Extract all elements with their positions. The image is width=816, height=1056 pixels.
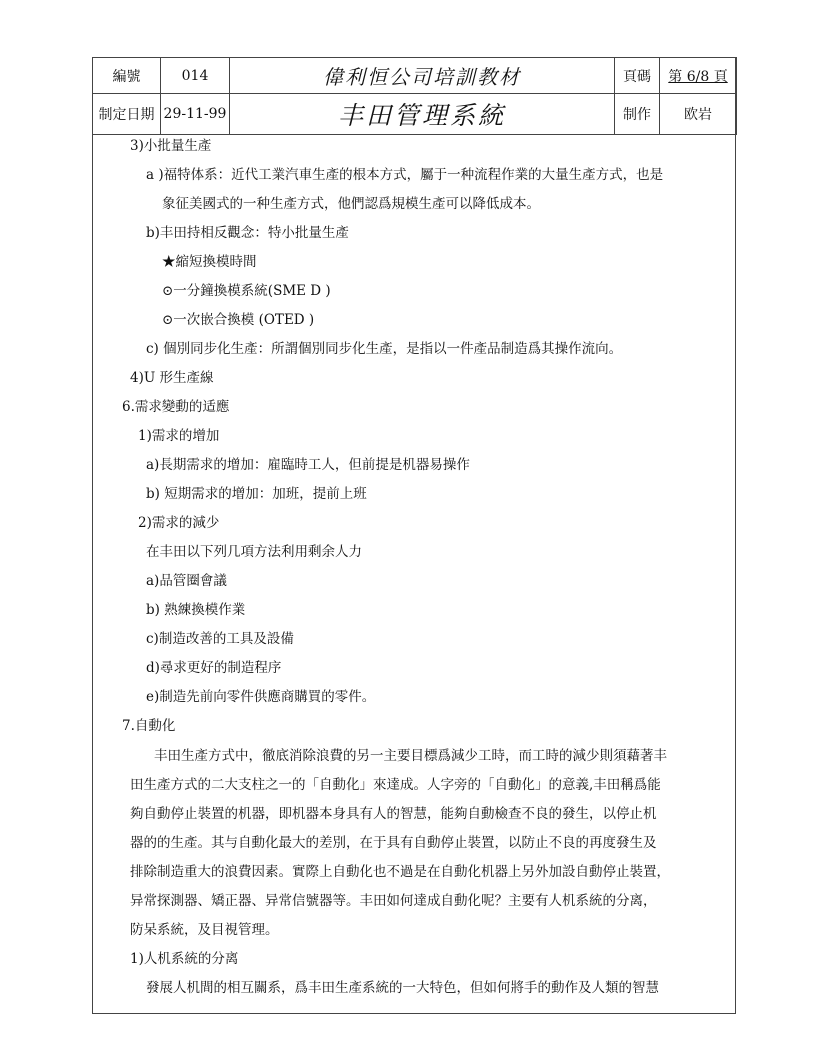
text-line: 4)U 形生產線	[130, 370, 214, 386]
text-line: ★縮短換模時間	[162, 254, 257, 270]
document-header	[92, 57, 737, 135]
text-line: a)品管圈會議	[146, 573, 227, 589]
text-line: b)丰田持相反觀念：特小批量生產	[146, 225, 349, 241]
text-line: 1)人机系統的分离	[130, 951, 239, 967]
document-title: 偉利恒公司培訓教材	[323, 65, 521, 89]
author-label: 制作	[615, 94, 660, 135]
text-line: 2)需求的減少	[138, 515, 220, 531]
page-number: 第 6/8 頁	[668, 68, 728, 85]
text-line: 發展人机間的相互關系，爲丰田生產系統的一大特色，但如何將手的動作及人類的智慧	[146, 980, 659, 996]
text-line: e)制造先前向零件供應商購買的零件。	[146, 689, 376, 705]
text-line: 在丰田以下列几項方法利用剩余人力	[146, 544, 362, 560]
author-value: 欧岩	[660, 94, 737, 135]
text-line: 7.自動化	[122, 718, 176, 734]
text-line: b) 短期需求的增加：加班，提前上班	[146, 486, 367, 502]
paragraph-line: 排除制造重大的浪費因素。實際上自動化也不過是在自動化机器上另外加設自動停止裝置，	[130, 864, 670, 880]
text-line: 3)小批量生產	[130, 138, 212, 154]
paragraph-line: 器的的生產。其与自動化最大的差別，在于具有自動停止裝置，以防止不良的再度發生及	[130, 835, 657, 851]
text-line: b) 熟練換模作業	[146, 602, 246, 618]
number-value: 014	[161, 58, 230, 94]
text-line: ⊙一次嵌合換模 (OTED )	[162, 312, 315, 328]
text-line: a)長期需求的增加：雇臨時工人，但前提是机器易操作	[146, 457, 470, 473]
paragraph-line: 夠自動停止裝置的机器，即机器本身具有人的智慧，能夠自動檢查不良的發生，以停止机	[130, 806, 657, 822]
paragraph-line: 田生產方式的二大支柱之一的「自動化」來達成。人字旁的「自動化」的意義,丰田稱爲能	[130, 777, 661, 793]
text-line: a )福特体系：近代工業汽車生產的根本方式，屬于一种流程作業的大量生產方式，也是	[146, 167, 664, 183]
paragraph-line: 防呆系統，及目視管理。	[130, 922, 279, 938]
text-line: 象征美國式的一种生產方式，他們認爲規模生產可以降低成本。	[162, 196, 540, 212]
page-label: 頁碼	[615, 58, 660, 94]
text-line: c) 個別同步化生產：所謂個別同步化生產，是指以一件產品制造爲其操作流向。	[146, 341, 623, 357]
paragraph-line: 丰田生產方式中，徹底消除浪費的另一主要目標爲減少工時，而工時的減少則須藉著丰	[154, 748, 667, 764]
paragraph-line: 异常探測器、矯正器、异常信號器等。丰田如何達成自動化呢？主要有人机系統的分离，	[130, 893, 657, 909]
text-line: c)制造改善的工具及設備	[146, 631, 294, 647]
text-line: d)尋求更好的制造程序	[146, 660, 282, 676]
number-label: 編號	[93, 58, 161, 94]
date-value: 29-11-99	[161, 94, 230, 135]
document-subtitle: 丰田管理系統	[337, 101, 506, 130]
text-line: ⊙一分鐘換模系統(SME D )	[162, 283, 331, 299]
text-line: 1)需求的增加	[138, 428, 220, 444]
text-line: 6.需求變動的适應	[122, 399, 230, 415]
date-label: 制定日期	[93, 94, 161, 135]
